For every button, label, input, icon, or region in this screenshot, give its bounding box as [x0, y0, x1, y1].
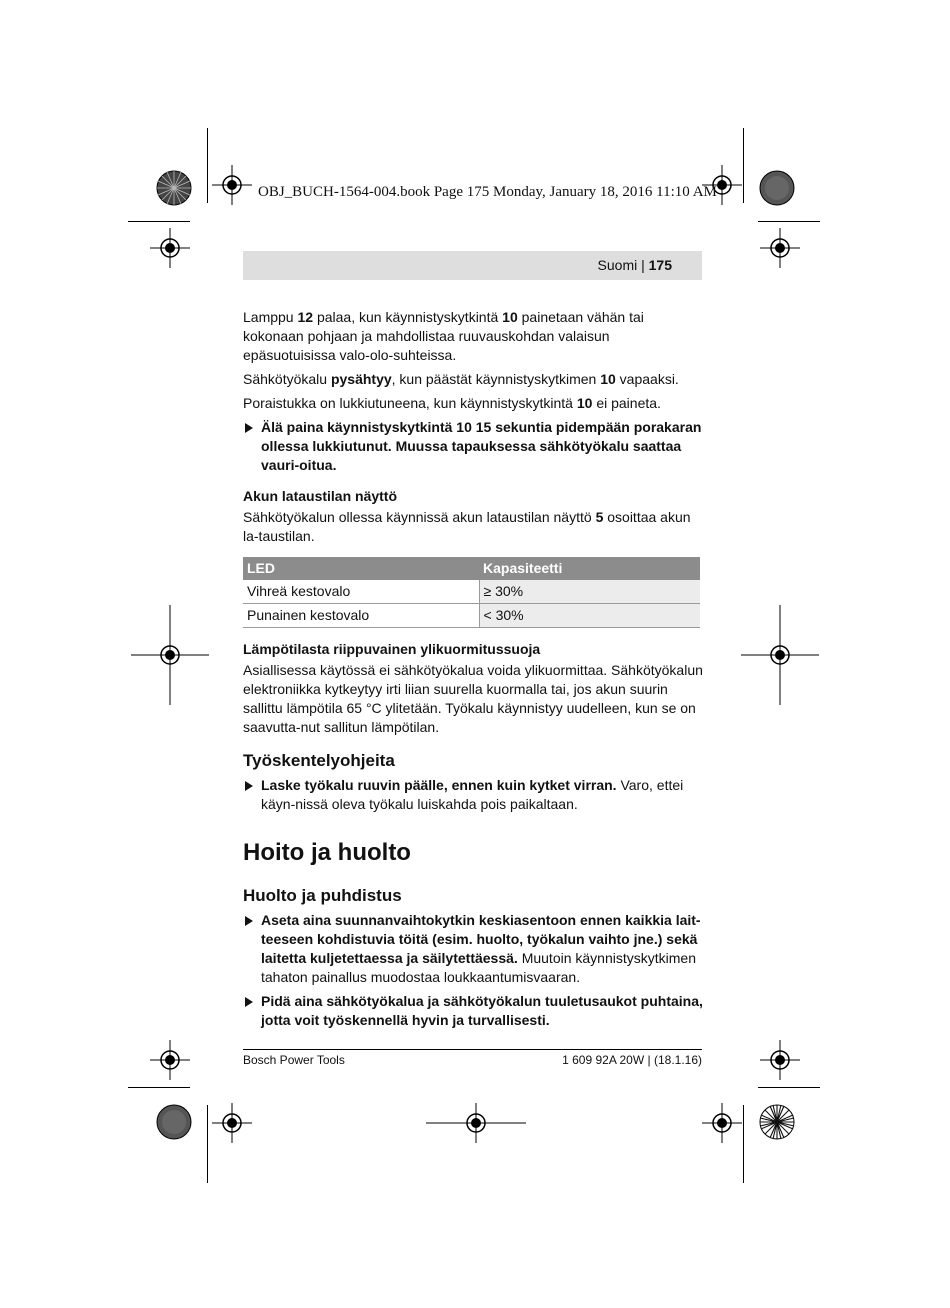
crop-line [743, 128, 744, 203]
table-row [243, 580, 700, 604]
crop-line [758, 1087, 820, 1088]
table-header: LED [243, 557, 479, 580]
paragraph-overload: Asiallisessa käytössä ei sähkötyökalua voida ylikuormittaa. Sähkötyökalun elektroniikka kytkeytyy irti liian suurella kuormalla tai, jos akun suurin sallittu lämpötila 65 °C ylitetään. Työkalu käynnistyy uudelleen, kun se on saavutta-nut sallitun lämpötilan. [243, 662, 703, 735]
crop-line [207, 128, 208, 203]
led-table [243, 557, 700, 628]
bullet-arrow-icon [245, 781, 253, 791]
paragraph-chuck-lock: Poraistukka on lukkiutuneena, kun käynnistyskytkintä 10 ei paineta. [243, 395, 661, 411]
maintenance-bullet: Pidä aina sähkötyökalua ja sähkötyökalun tuuletusaukot puhtaina, jotta voit työskennellä hyvin ja turvallisesti. [243, 992, 703, 1030]
page-number: 175 [648, 257, 672, 273]
footer-brand: Bosch Power Tools [243, 1053, 345, 1067]
registration-mark-icon [150, 1040, 190, 1080]
table-header: Kapasiteetti [479, 557, 700, 580]
registration-mark-icon [702, 1103, 742, 1143]
maintenance-bullet: Aseta aina suunnanvaihtokytkin keskiasentoon ennen kaikkia lait-teeseen kohdistuvia töitä (esim. huolto, työkalun vaihto jne.) sekä laitetta kuljetettaessa ja säilytettäessä. Muutoin käynnistyskytkimen tahaton painallus muodostaa loukkaantumisvaaran. [243, 911, 703, 987]
paragraph-battery: Sähkötyökalun ollessa käynnissä akun lataustilan näyttö 5 osoittaa akun la-taustilan. [243, 509, 691, 544]
table-row [243, 604, 700, 628]
section-heading-cleaning: Huolto ja puhdistus [243, 886, 402, 905]
warning-bullet: Älä paina käynnistyskytkintä 10 15 sekuntia pidempään porakaran ollessa lukkiutunut. Muussa tapauksessa sähkötyökalu saattaa vauri-oitua. [243, 418, 703, 475]
bullet-arrow-icon [245, 997, 253, 1007]
running-header [243, 251, 702, 280]
chapter-heading-maintenance: Hoito ja huolto [243, 839, 411, 866]
paragraph-lamp: Lamppu 12 palaa, kun käynnistyskytkintä 10 painetaan vähän tai kokonaan pohjaan ja mahdollistaa ruuvauskohdan valaisun epäsuotuisissa valo-olo-suhteissa. [243, 309, 644, 363]
tip-bullet: Laske työkalu ruuvin päälle, ennen kuin kytket virran. Varo, ettei käyn-nissä oleva työkalu luiskahda pois paikaltaan. [243, 776, 703, 814]
crop-line [743, 1105, 744, 1183]
registration-mark-icon [741, 605, 819, 705]
registration-mark-icon [131, 605, 209, 705]
table-cell: < 30% [479, 604, 700, 628]
registration-mark-icon [426, 1103, 526, 1143]
bullet-arrow-icon [245, 916, 253, 926]
crop-line [207, 1105, 208, 1183]
section-heading-battery: Akun lataustilan näyttö [243, 488, 398, 504]
file-header: OBJ_BUCH-1564-004.book Page 175 Monday, January 18, 2016 11:10 AM [258, 184, 717, 200]
section-heading-overload: Lämpötilasta riippuvainen ylikuormitussuoja [243, 641, 541, 657]
header-separator: | [637, 257, 649, 273]
registration-mark-icon [760, 228, 800, 268]
crop-line [128, 221, 190, 222]
registration-mark-icon [150, 228, 190, 268]
table-cell: ≥ 30% [479, 580, 700, 604]
star-target-icon [758, 1103, 796, 1141]
footer-doc-number: 1 609 92A 20W | (18.1.16) [562, 1053, 702, 1067]
table-cell: Punainen kestovalo [243, 604, 479, 628]
paragraph-stop: Sähkötyökalu pysähtyy, kun päästät käynnistyskytkimen 10 vapaaksi. [243, 371, 679, 387]
registration-mark-icon [212, 1103, 252, 1143]
star-target-icon [155, 1103, 193, 1141]
bullet-arrow-icon [245, 423, 253, 433]
star-target-icon [155, 169, 193, 207]
registration-mark-icon [212, 165, 252, 205]
crop-line [128, 1087, 190, 1088]
section-heading-work-tips: Työskentelyohjeita [243, 751, 395, 770]
table-cell: Vihreä kestovalo [243, 580, 479, 604]
registration-mark-icon [760, 1040, 800, 1080]
header-language: Suomi [597, 257, 638, 273]
footer-divider [243, 1049, 702, 1050]
page-content [243, 308, 703, 1035]
crop-line [758, 221, 820, 222]
star-target-icon [758, 169, 796, 207]
